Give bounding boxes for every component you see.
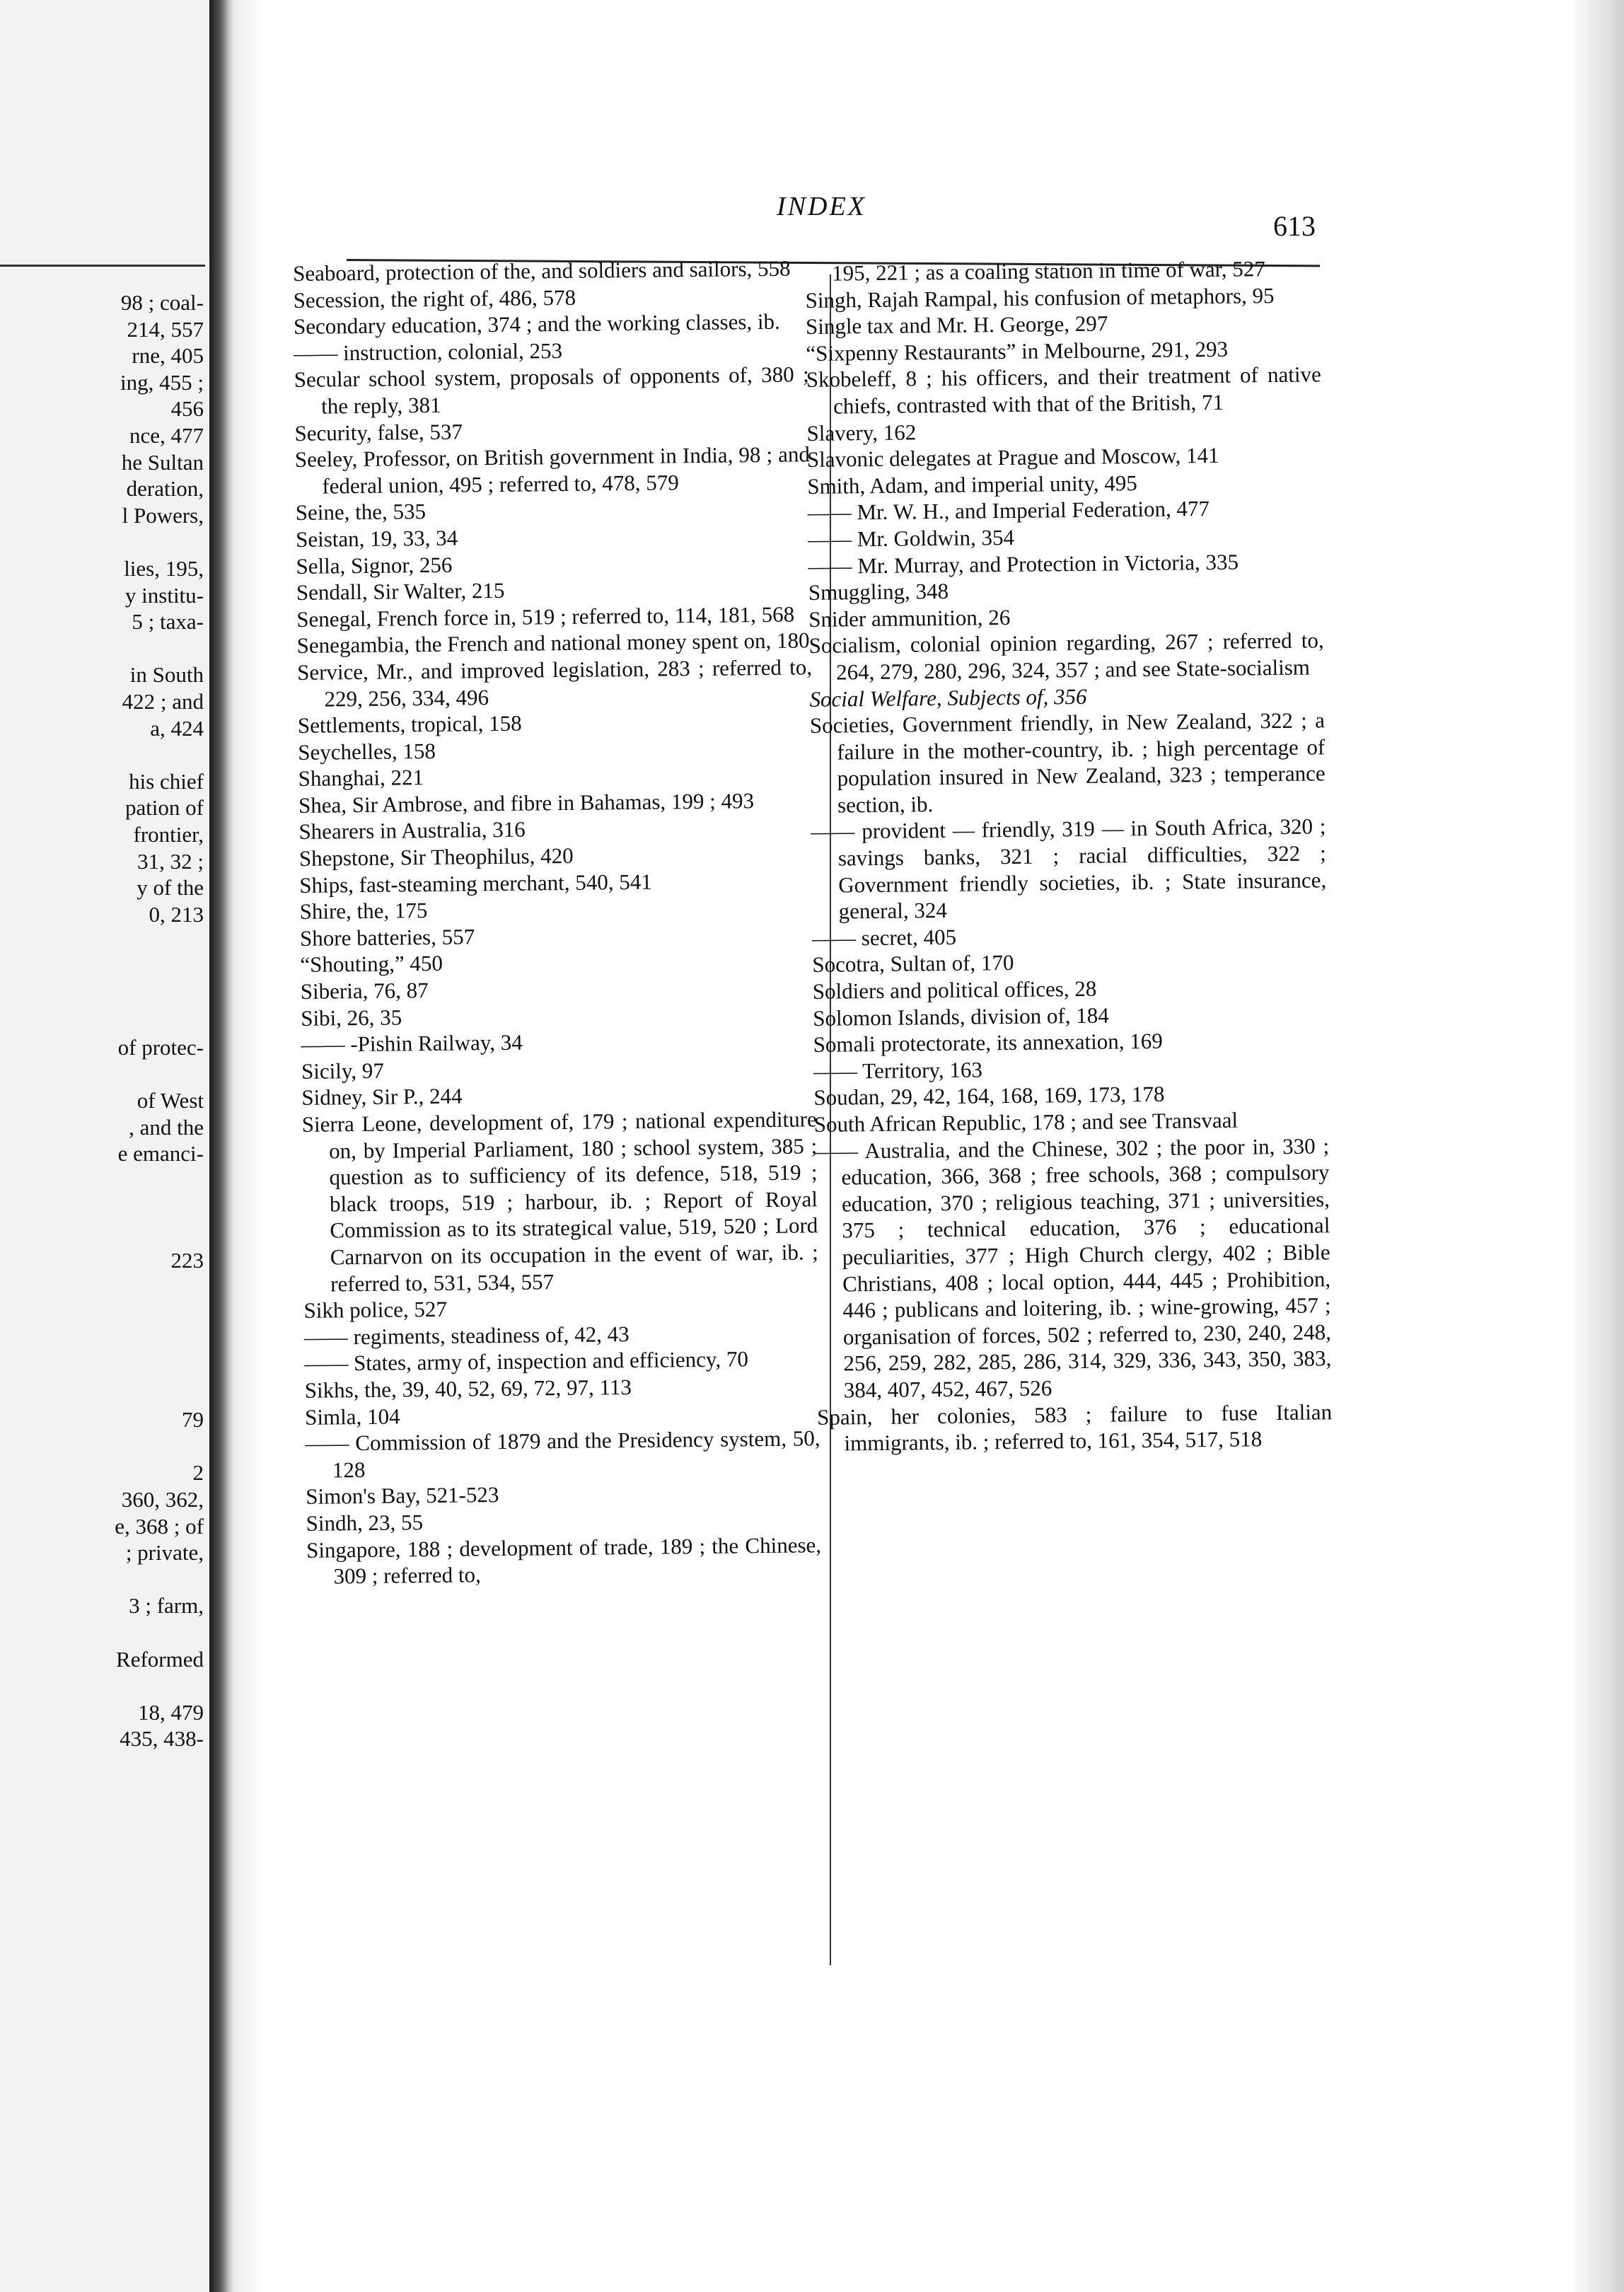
index-entry: Siberia, 76, 87 xyxy=(300,978,429,1004)
index-entry: Seychelles, 158 xyxy=(298,738,436,765)
index-entry: Secondary education, 374 ; and the working classes, ib. xyxy=(293,308,780,340)
facing-page-line: e, 368 ; of xyxy=(115,1513,204,1539)
facing-page-line: 79 xyxy=(182,1407,204,1432)
index-entry: Sibi, 26, 35 xyxy=(301,1005,402,1031)
index-entry: Sikhs, the, 39, 40, 52, 69, 72, 97, 113 xyxy=(304,1374,632,1403)
index-entry: Socialism, colonial opinion regarding, 267 ; referred to, 264, 279, 280, 296, 324, 357 ; and see State-socialism xyxy=(808,627,1324,685)
index-entry: Smuggling, 348 xyxy=(808,579,949,606)
page-shadow xyxy=(233,0,262,2292)
page-edge xyxy=(1574,0,1624,2292)
facing-page-line: 98 ; coal- xyxy=(120,290,204,315)
index-entry: “Shouting,” 450 xyxy=(300,951,443,978)
page-number: 613 xyxy=(1273,210,1316,242)
index-entry: Sendall, Sir Walter, 215 xyxy=(296,578,505,606)
facing-page-line: deration, xyxy=(126,476,204,502)
facing-page-line: , and the xyxy=(129,1114,204,1140)
facing-page-line: 435, 438- xyxy=(120,1726,204,1752)
facing-page-line: nce, 477 xyxy=(129,423,204,448)
index-entry: Shepstone, Sir Theophilus, 420 xyxy=(298,843,574,872)
index-entry: —— regiments, steadiness of, 42, 43 xyxy=(303,1321,630,1350)
index-entry: Sella, Signor, 256 xyxy=(296,552,453,579)
facing-page-line: y institu- xyxy=(124,582,204,608)
facing-page-line: 223 xyxy=(170,1247,204,1273)
index-entry: —— Mr. Murray, and Protection in Victoria, 335 xyxy=(808,549,1239,579)
facing-page-line: ; private, xyxy=(125,1540,204,1565)
facing-page-line: 0, 213 xyxy=(149,901,204,927)
facing-page-line: frontier, xyxy=(133,822,204,847)
facing-page-line: his chief xyxy=(129,768,204,794)
facing-page-line: of West xyxy=(137,1088,204,1113)
index-entry: Seistan, 19, 33, 34 xyxy=(295,525,458,552)
index-entry: Skobeleff, 8 ; his officers, and their treatment of native chiefs, contrasted with that of the British, 71 xyxy=(806,361,1321,419)
index-entry: —— Mr. Goldwin, 354 xyxy=(807,524,1015,552)
index-entry: Sidney, Sir P., 244 xyxy=(301,1083,463,1111)
index-entry: Societies, Government friendly, in New Zealand, 322 ; a failure in the mother-country, ib. ; high percentage of population insured in New Zealand, 323 ; temperance section, ib. xyxy=(809,707,1326,818)
index-entry: Seeley, Professor, on British government in India, 98 ; and federal union, 495 ; referred to, 478, 579 xyxy=(294,441,811,499)
index-entry: Shire, the, 175 xyxy=(299,898,428,925)
index-entry: Slavonic delegates at Prague and Moscow, 141 xyxy=(806,443,1219,473)
index-entry: —— Mr. W. H., and Imperial Federation, 477 xyxy=(807,496,1210,526)
book-gutter xyxy=(209,0,233,2292)
facing-page-line: y of the xyxy=(137,875,204,901)
index-entry: Ships, fast-steaming merchant, 540, 541 xyxy=(299,869,652,898)
index-entry: South African Republic, 178 ; and see Transvaal xyxy=(813,1107,1239,1137)
index-entry: Social Welfare, Subjects of, 356 xyxy=(809,683,1087,712)
facing-page-line: ing, 455 ; xyxy=(120,369,204,395)
facing-page-line: 214, 557 xyxy=(127,316,204,342)
facing-page-line: a, 424 xyxy=(150,715,204,741)
index-entry: Sierra Leone, development of, 179 ; national expenditure on, by Imperial Parliament, 180 ; school system, 385 ; question as to sufficiency of its defence, 518, 519 ; black troops, 519 ; harbour, ib. ; Report of Royal Commission as to its strategical value, 519, 520 ; Lord Carnarvon on its occupation in the event of war, ib. ; referred to, 531, 534, 557 xyxy=(301,1106,818,1297)
index-entry: Security, false, 537 xyxy=(294,419,463,446)
facing-page-line: l Powers, xyxy=(122,502,204,528)
facing-page-line: in South xyxy=(129,662,204,688)
index-entry: Senegal, French force in, 519 ; referred to, 114, 181, 568 xyxy=(296,601,795,632)
facing-page-line: 2 xyxy=(192,1460,204,1486)
facing-page-line: rne, 405 xyxy=(132,343,204,369)
index-entry: Smith, Adam, and imperial unity, 495 xyxy=(807,470,1137,499)
facing-page-line: e emanci- xyxy=(117,1141,204,1167)
index-entry: Seine, the, 535 xyxy=(295,499,427,526)
facing-page-line: 5 ; taxa- xyxy=(132,609,204,635)
index-entry: Slavery, 162 xyxy=(806,419,917,446)
index-entry: Singapore, 188 ; development of trade, 189 ; the Chinese, 309 ; referred to, xyxy=(306,1532,822,1589)
facing-page-line: 3 ; farm, xyxy=(129,1593,204,1619)
index-entry: —— Australia, and the Chinese, 302 ; the poor in, 330 ; education, 366, 368 ; free schools, 368 ; compulsory education, 370 ; religious teaching, 371 ; universities, 375 ; technical education, 376 ; educational peculiarities, 377 ; High Church clergy, 402 ; Bible Christians, 408 ; local option, 444, 445 ; Prohibition, 446 ; publicans and loitering, ib. ; wine-growing, 457 ; organisation of forces, 502 ; referred to, 230, 240, 248, 256, 259, 282, 285, 286, 314, 329, 336, 343, 350, 383, 384, 407, 452, 467, 526 xyxy=(814,1133,1332,1403)
index-entry: Simon's Bay, 521-523 xyxy=(306,1482,499,1510)
index-entry: 195, 221 ; as a coaling station in time of war, 527 xyxy=(832,256,1265,286)
facing-page-line: lies, 195, xyxy=(124,556,204,581)
facing-page-fragment xyxy=(0,0,214,2292)
index-entry: “Sixpenny Restaurants” in Melbourne, 291, 293 xyxy=(806,336,1229,366)
index-entry: Shea, Sir Ambrose, and fibre in Bahamas, 199 ; 493 xyxy=(298,788,755,818)
index-entry: Somali protectorate, its annexation, 169 xyxy=(813,1028,1163,1058)
index-entry: Snider ammunition, 26 xyxy=(808,604,1011,632)
index-entry: —— secret, 405 xyxy=(811,924,957,951)
index-entry: Settlements, tropical, 158 xyxy=(297,710,522,739)
index-entry: Shore batteries, 557 xyxy=(299,924,475,951)
index-entry: —— instruction, colonial, 253 xyxy=(294,337,563,366)
index-entry: Spain, her colonies, 583 ; failure to fuse Italian immigrants, ib. ; referred to, 161, 354, 517, 518 xyxy=(816,1399,1333,1456)
index-entry: —— provident — friendly, 319 — in South Africa, 320 ; savings banks, 321 ; racial difficulties, 322 ; Government friendly societies, ib. ; State insurance, general, 324 xyxy=(811,814,1327,924)
index-entry: Simla, 104 xyxy=(304,1403,400,1430)
facing-page-line: he Sultan xyxy=(121,449,204,475)
index-entry: Singh, Rajah Rampal, his confusion of metaphors, 95 xyxy=(805,282,1275,313)
facing-page-line: of protec- xyxy=(117,1034,204,1060)
index-entry: Soudan, 29, 42, 164, 168, 169, 173, 178 xyxy=(813,1082,1165,1111)
index-entry: —— Commission of 1879 and the Presidency system, 50, 128 xyxy=(305,1425,820,1483)
index-entry: Seaboard, protection of the, and soldiers and sailors, 558 xyxy=(293,255,791,286)
index-entry: —— States, army of, inspection and efficiency, 70 xyxy=(304,1346,749,1377)
index-entry: Shearers in Australia, 316 xyxy=(298,817,526,845)
facing-page-line: 360, 362, xyxy=(121,1487,204,1512)
index-entry: —— -Pishin Railway, 34 xyxy=(301,1029,523,1058)
index-entry: —— Territory, 163 xyxy=(813,1057,983,1084)
facing-page-line: 31, 32 ; xyxy=(137,848,204,874)
index-entry: Secession, the right of, 486, 578 xyxy=(293,284,576,313)
facing-page-line: 456 xyxy=(170,396,204,422)
running-header: INDEX xyxy=(777,192,866,221)
index-entry: Sikh police, 527 xyxy=(303,1296,448,1324)
index-column-right xyxy=(805,255,1333,1457)
index-entry: Socotra, Sultan of, 170 xyxy=(812,950,1014,978)
facing-page-line: pation of xyxy=(124,795,204,821)
index-entry: Soldiers and political offices, 28 xyxy=(812,976,1097,1004)
index-entry: Senegambia, the French and national money spent on, 180 xyxy=(296,627,810,659)
index-entry: Solomon Islands, division of, 184 xyxy=(813,1002,1109,1031)
facing-page-line: Reformed xyxy=(116,1646,204,1672)
index-entry: Service, Mr., and improved legislation, 283 ; referred to, 229, 256, 334, 496 xyxy=(296,654,813,712)
index-entry: Shanghai, 221 xyxy=(298,765,424,792)
facing-page-line: 18, 479 xyxy=(138,1699,204,1725)
facing-page-rule xyxy=(0,265,205,267)
facing-page-line: 422 ; and xyxy=(122,689,204,714)
index-column-left xyxy=(293,255,822,1590)
index-entry: Single tax and Mr. H. George, 297 xyxy=(805,311,1108,340)
index-entry: Secular school system, proposals of opponents of, 380 ; the reply, 381 xyxy=(294,361,809,419)
index-entry: Sindh, 23, 55 xyxy=(306,1510,424,1536)
index-entry: Sicily, 97 xyxy=(301,1058,385,1084)
